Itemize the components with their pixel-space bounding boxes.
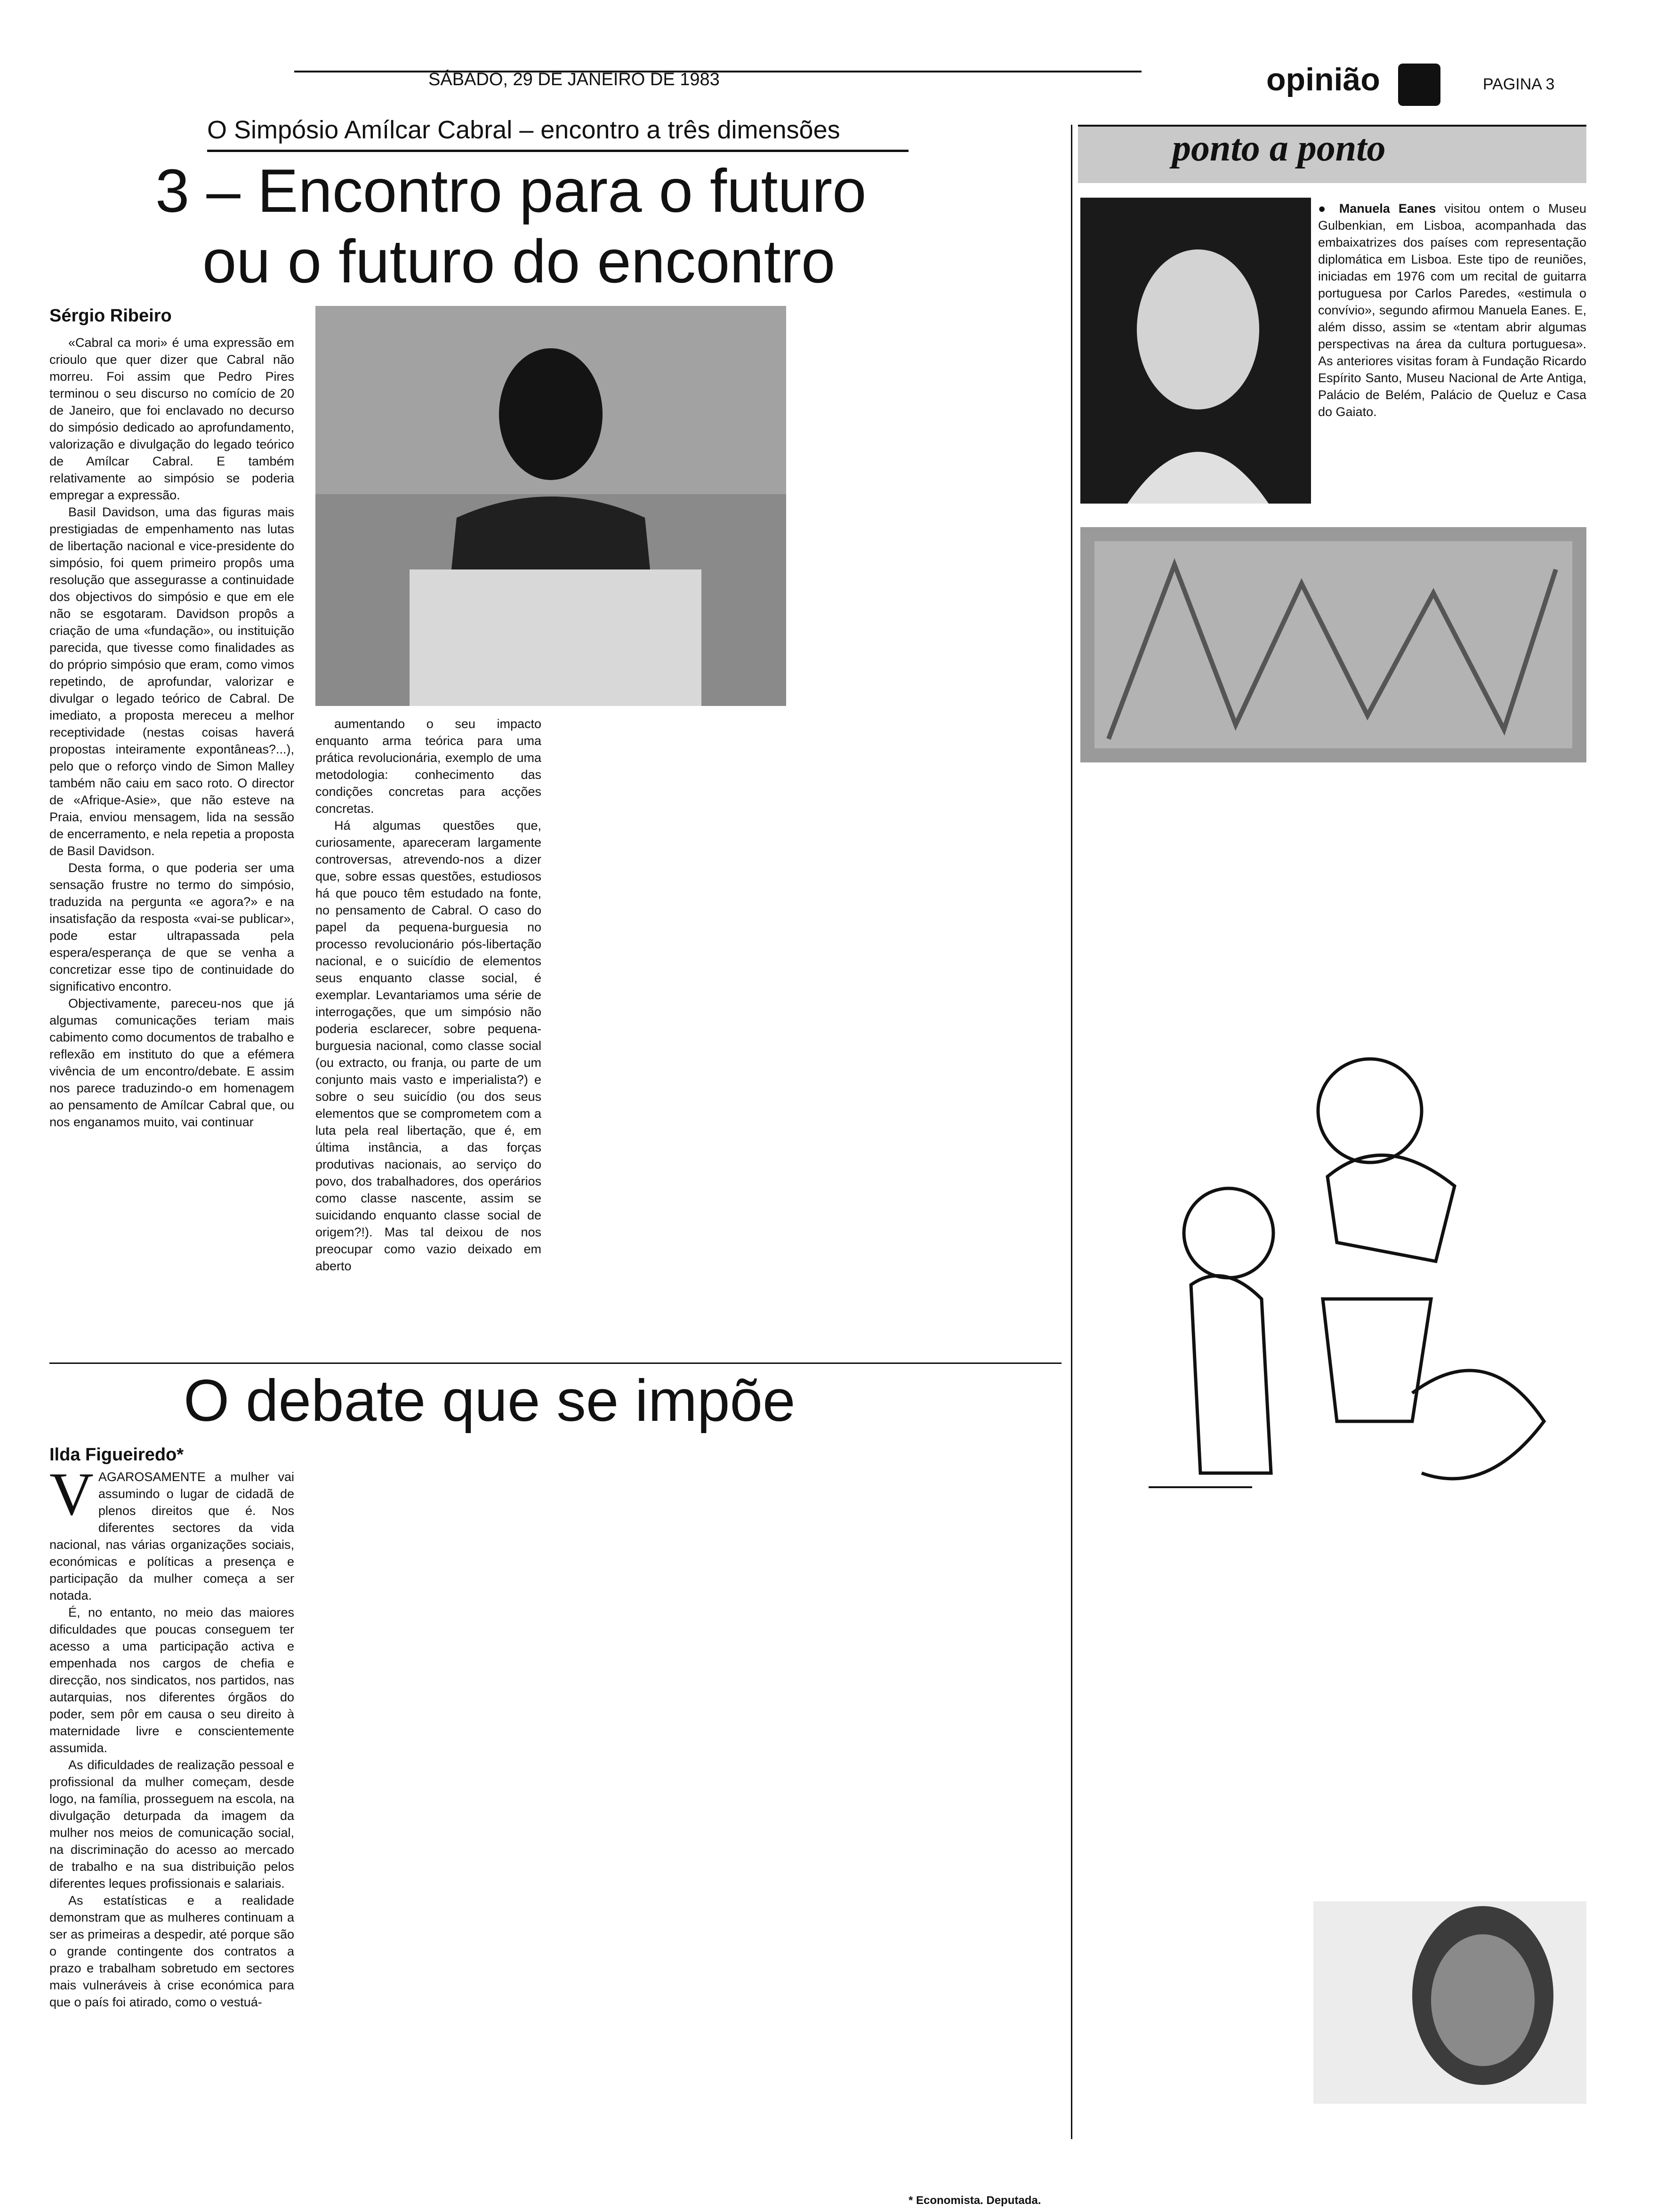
article1-column-1 <box>49 334 294 1351</box>
article-byline: Sérgio Ribeiro <box>49 306 172 326</box>
article1-para: «Cabral ca mori» é uma expressão em crioulo que quer dizer que Cabral não morreu. Foi assim que Pedro Pires terminou o seu discurso no comício de 20 de Janeiro, que foi enclavado no decurso do simpósio dedicado ao aprofundamento, valorização e divulgação do legado teórico de Amílcar Cabral. E também relativamente ao simpósio se poderia empregar a expressão. <box>49 336 294 502</box>
cartoon-illustration <box>1130 1035 1563 1515</box>
diario-logo <box>1398 64 1440 106</box>
article1-column-4b <box>803 809 1057 1351</box>
manuela-eanes-photo <box>1080 198 1311 504</box>
brief-colombia <box>1080 906 1586 1042</box>
article1-para: Objectivamente, pareceu-nos que já algumas comunicações teriam mais cabimento como documentos de trabalho e reflexão em instituto do que a efémera vivência de um encontro/debate. E assim nos parece traduzindo-o em homenagem ao pensamento de Amílcar Cabral que, ou nos enganamos muito, vai continuar <box>49 996 294 1129</box>
brief-azulejos <box>1080 772 1586 871</box>
article-kicker: O Simpósio Amílcar Cabral – encontro a três dimensões <box>207 116 840 144</box>
article2-byline: Ilda Figueiredo* <box>49 1445 184 1465</box>
article1-column-3 <box>563 715 788 1351</box>
article2-column-1 <box>49 1468 294 2188</box>
sidebar-left-rule <box>1071 125 1072 2139</box>
article2-para: É, no entanto, no meio das maiores dificuldades que poucas conseguem ter acesso a uma participação activa e empenhada nos cargos de chefia e direcção, nos sindicatos, nos partidos, nas autarquias, nos diferentes órgãos do poder, sem pôr em causa o seu direito à maternidade livre e conscientemente assumida. <box>49 1605 294 1755</box>
speaker-photo <box>315 306 786 706</box>
author-footnote: * Economista. Deputada. <box>909 2194 1041 2207</box>
section-name: opinião <box>1266 62 1380 97</box>
article2-para: As estatísticas e a realidade demonstram que as mulheres continuam a ser as primeiras a despedir, até porque são o grande contingente dos contratos a prazo e trabalham sobretudo em sectores mais vulneráveis à crise económica para que o país foi atirado, como o vestuá- <box>49 1893 294 2009</box>
tiles-photo <box>1080 527 1586 762</box>
article1-para: aumentando o seu impacto enquanto arma teórica para uma prática revolucionária, exemplo de uma metodologia: conhecimento das condições concretas para acções concretas. <box>315 717 541 816</box>
article1-para: Há algumas questões que, curiosamente, apareceram largamente controversas, atrevendo-nos a dizer que, sobre essas questões, estudiosos há que pouco têm estudado na fonte, no pensamento de Cabral. O caso do papel da pequena-burguesia no processo revolucionário pós-libertação nacional, e o suicídio de elementos seus enquanto classe social, é exemplar. Levantariamos uma série de interrogações, que um simpósio não poderia esclarecer, sobre pequena-burguesia nacional, como classe social (ou extracto, ou franja, ou parte de um conjunto mais vasto e imperialista?) e sobre o seu suicídio (ou dos seus elementos que se comprometem com a luta pela real libertação, que é, em última instância, a das forças produtivas nacionais, ao serviço do povo, dos trabalhadores, dos operários como classe nascente, assim se suicidando enquanto classe social de origem?!). Mas tal deixou de nos preocupar como vazio deixado em aberto <box>315 818 541 1273</box>
article2-title: O debate que se impõe <box>184 1368 796 1434</box>
page-date: SÁBADO, 29 DE JANEIRO DE 1983 <box>428 70 720 89</box>
ponto-header: ponto a ponto <box>1172 128 1386 169</box>
article-title-line1: 3 – Encontro para o futuro <box>155 156 867 225</box>
article1-para: Basil Davidson, uma das figuras mais prestigiadas de empenhamento nas lutas de libertação nacional e vice-presidente do simpósio, foi quem primeiro propôs uma resolução que assegurasse a continuidade dos objectivos do simpósio e que em ele não se esgotaram. Davidson propôs a criação de uma «fundação», ou instituição parecida, que tivesse como finalidades as do próprio simpósio que eram, como vimos repetindo, de aprofundar, valorizar e divulgar o legado teórico de Cabral. De imediato, a proposta mereceu a melhor receptividade (nestas coisas haverá propostas inteiramente expontâneas?...), pelo que o reforço vindo de Simon Malley também não caiu em saco roto. O director de «Afrique-Asie», que não esteve na Praia, enviou mensagem, lida na sessão de encerramento, e nela repetia a proposta de Basil Davidson. <box>49 505 294 858</box>
joaquim-namorado-photo <box>1313 1901 1586 2104</box>
dropcap: V <box>49 1468 94 1528</box>
article2-column-3 <box>563 1445 798 2188</box>
brief-recrutamento <box>1080 1701 1586 1857</box>
brief-manuela-eanes <box>1318 200 1586 506</box>
kicker-underline <box>207 150 909 152</box>
article2-para: As dificuldades de realização pessoal e profissional da mulher começam, desde logo, na família, prosseguem na escola, na divulgação deturpada da imagem da mulher nos meios de comunicação social, na discriminação do acesso ao mercado de trabalho e na sua distribuição pelos diferentes leques profissionais e salariais. <box>49 1758 294 1891</box>
article1-bottom-rule <box>49 1362 1062 1364</box>
brief-body: visitou ontem o Museu Gulbenkian, em Lisboa, acompanhada das embaixatrizes dos países com representação diplomática em Lisboa. Este tipo de reuniões, iniciadas em 1976 com um recital de guitarra portuguesa por Carlos Paredes, «estimula o convívio», segundo afirmou Manuela Eanes. E, além disso, assim se «tentam abrir algumas perspectivas na área da cultura portuguesa». As anteriores visitas foram à Fundação Ricardo Espírito Santo, Museu Nacional de Arte Antiga, Palácio de Belém, Palácio de Queluz e Casa do Gaiato. <box>1318 201 1586 419</box>
article2-para: AGAROSAMENTE a mulher vai assumindo o lugar de cidadã de plenos direitos que é. Nos diferentes sectores da vida nacional, nas várias organizações sociais, económicas e políticas a presença e participação da mulher começa a ser notada. <box>49 1470 294 1603</box>
brief-lead: ● Manuela Eanes <box>1318 201 1436 216</box>
brief-text <box>1318 200 1586 420</box>
brief-namorado-cont <box>1313 2113 1586 2188</box>
article2-column-4 <box>814 1445 1059 2188</box>
article1-para: Desta forma, o que poderia ser uma sensação frustre no termo do simpósio, traduzida na pergunta «e agora?» e na insatisfação da resposta «vai-se publicar», pode estar ultrapassada pela espera/esperança de que se venha a concretizar esse tipo de continuidade do significativo encontro. <box>49 861 294 994</box>
brief-olp <box>1080 1520 1586 1694</box>
article1-column-2 <box>315 715 541 1351</box>
article1-column-4 <box>803 306 1057 805</box>
article2-column-2 <box>315 1445 551 2188</box>
brief-namorado <box>1080 1861 1304 2186</box>
article-title-line2: ou o futuro do encontro <box>202 227 836 296</box>
page-number: PAGINA 3 <box>1483 75 1555 93</box>
